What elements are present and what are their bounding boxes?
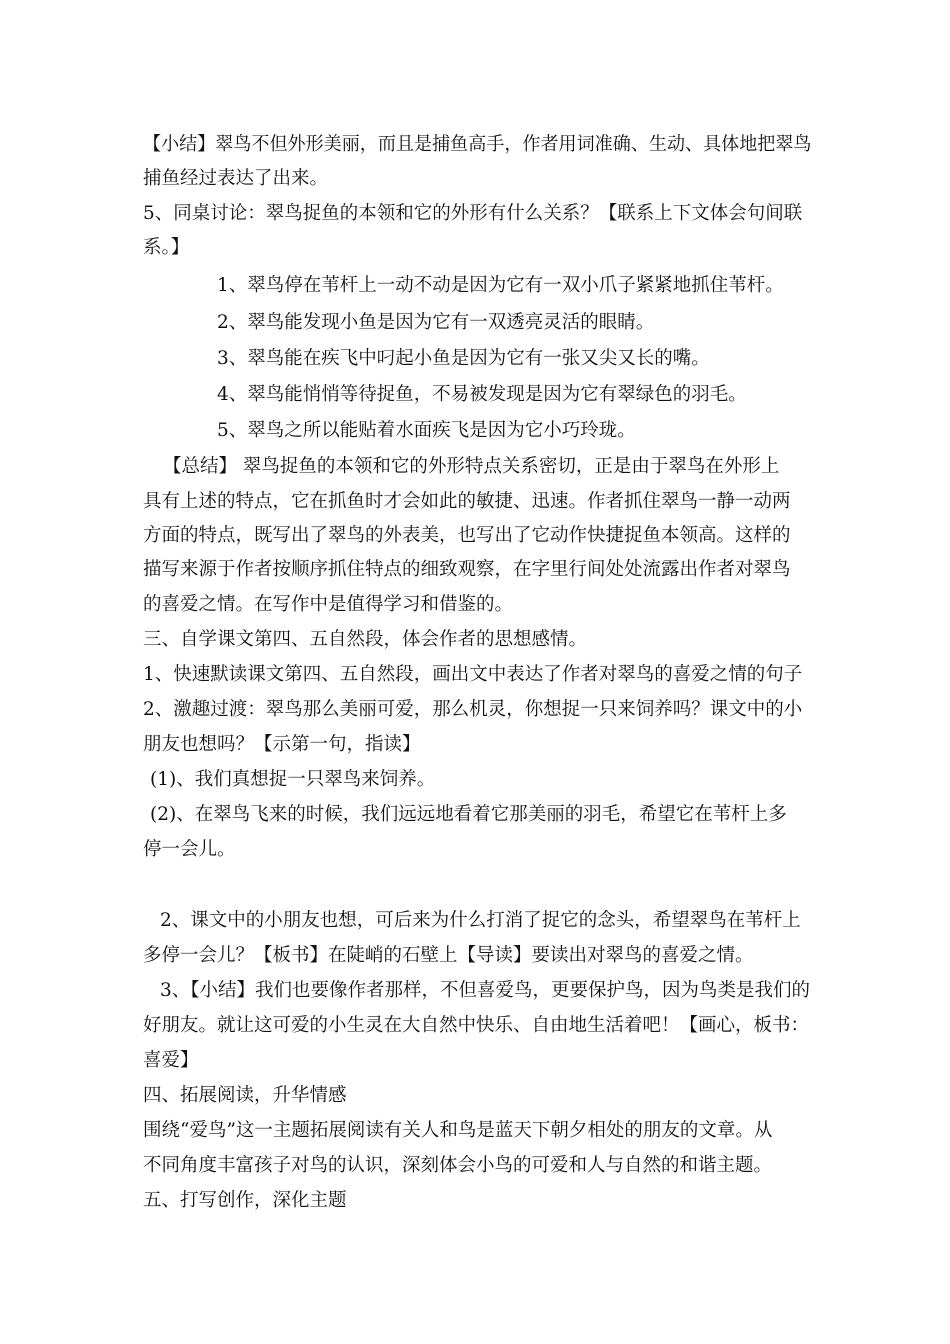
list-item: 5、翠鸟之所以能贴着水面疾飞是因为它小巧玲珑。: [217, 420, 636, 441]
text-line: 3、【小结】我们也要像作者那样，不但喜爱鸟，更要保护鸟，因为鸟类是我们的: [160, 980, 811, 1001]
text-line: 围绕“爱鸟”这一主题拓展阅读有关人和鸟是蓝天下朝夕相处的朋友的文章。从: [143, 1120, 773, 1141]
text-line: 捕鱼经过表达了出来。: [143, 168, 329, 189]
text-line: (2)、在翠鸟飞来的时候，我们远远地看着它那美丽的羽毛，希望它在苇杆上多: [150, 804, 787, 825]
text-line: 喜爱】: [143, 1050, 199, 1071]
list-item: 4、翠鸟能悄悄等待捉鱼，不易被发现是因为它有翠绿色的羽毛。: [217, 384, 747, 405]
text-line: (1)、我们真想捉一只翠鸟来饲养。: [150, 769, 436, 790]
text-line: 描写来源于作者按顺序抓住特点的细致观察，在字里行间处处流露出作者对翠鸟: [143, 559, 791, 580]
section-heading: 三、自学课文第四、五自然段，体会作者的思想感情。: [143, 629, 588, 650]
text-line: 系。】: [143, 237, 190, 258]
text-line: 【总结】 翠鸟捉鱼的本领和它的外形特点关系密切，正是由于翠鸟在外形上: [163, 456, 780, 477]
text-line: 不同角度丰富孩子对鸟的认识，深刻体会小鸟的可爱和人与自然的和谐主题。: [143, 1155, 773, 1176]
section-heading: 四、拓展阅读，升华情感: [143, 1085, 347, 1106]
text-line: 2、激趣过渡：翠鸟那么美丽可爱，那么机灵，你想捉一只来饲养吗？课文中的小: [143, 699, 803, 720]
text-line: 停一会儿。: [143, 839, 236, 860]
text-line: 2、课文中的小朋友也想，可后来为什么打消了捉它的念头，希望翠鸟在苇杆上: [160, 910, 801, 931]
text-line: 具有上述的特点，它在抓鱼时才会如此的敏捷、迅速。作者抓住翠鸟一静一动两: [143, 491, 791, 512]
text-line: 多停一会儿？【板书】在陡峭的石壁上【导读】要读出对翠鸟的喜爱之情。: [143, 945, 754, 966]
list-item: 3、翠鸟能在疾飞中叼起小鱼是因为它有一张又尖又长的嘴。: [217, 348, 710, 369]
text-line: 【小结】翠鸟不但外形美丽，而且是捕鱼高手，作者用词准确、生动、具体地把翠鸟: [143, 134, 812, 155]
list-item: 2、翠鸟能发现小鱼是因为它有一双透亮灵活的眼睛。: [217, 312, 655, 333]
text-line: 好朋友。就让这可爱的小生灵在大自然中快乐、自由地生活着吧！【画心，板书：: [143, 1015, 810, 1036]
section-heading: 五、打写创作，深化主题: [143, 1190, 347, 1211]
text-line: 5、同桌讨论：翠鸟捉鱼的本领和它的外形有什么关系？【联系上下文体会句间联: [143, 203, 803, 224]
text-line: 朋友也想吗？【示第一句，指读】: [143, 734, 421, 755]
text-line: 1、快速默读课文第四、五自然段，画出文中表达了作者对翠鸟的喜爱之情的句子: [143, 664, 803, 685]
text-line: 的喜爱之情。在写作中是值得学习和借鉴的。: [143, 594, 514, 615]
list-item: 1、翠鸟停在苇杆上一动不动是因为它有一双小爪子紧紧地抓住苇杆。: [217, 275, 784, 296]
text-line: 方面的特点，既写出了翠鸟的外表美，也写出了它动作快捷捉鱼本领高。这样的: [143, 525, 791, 546]
